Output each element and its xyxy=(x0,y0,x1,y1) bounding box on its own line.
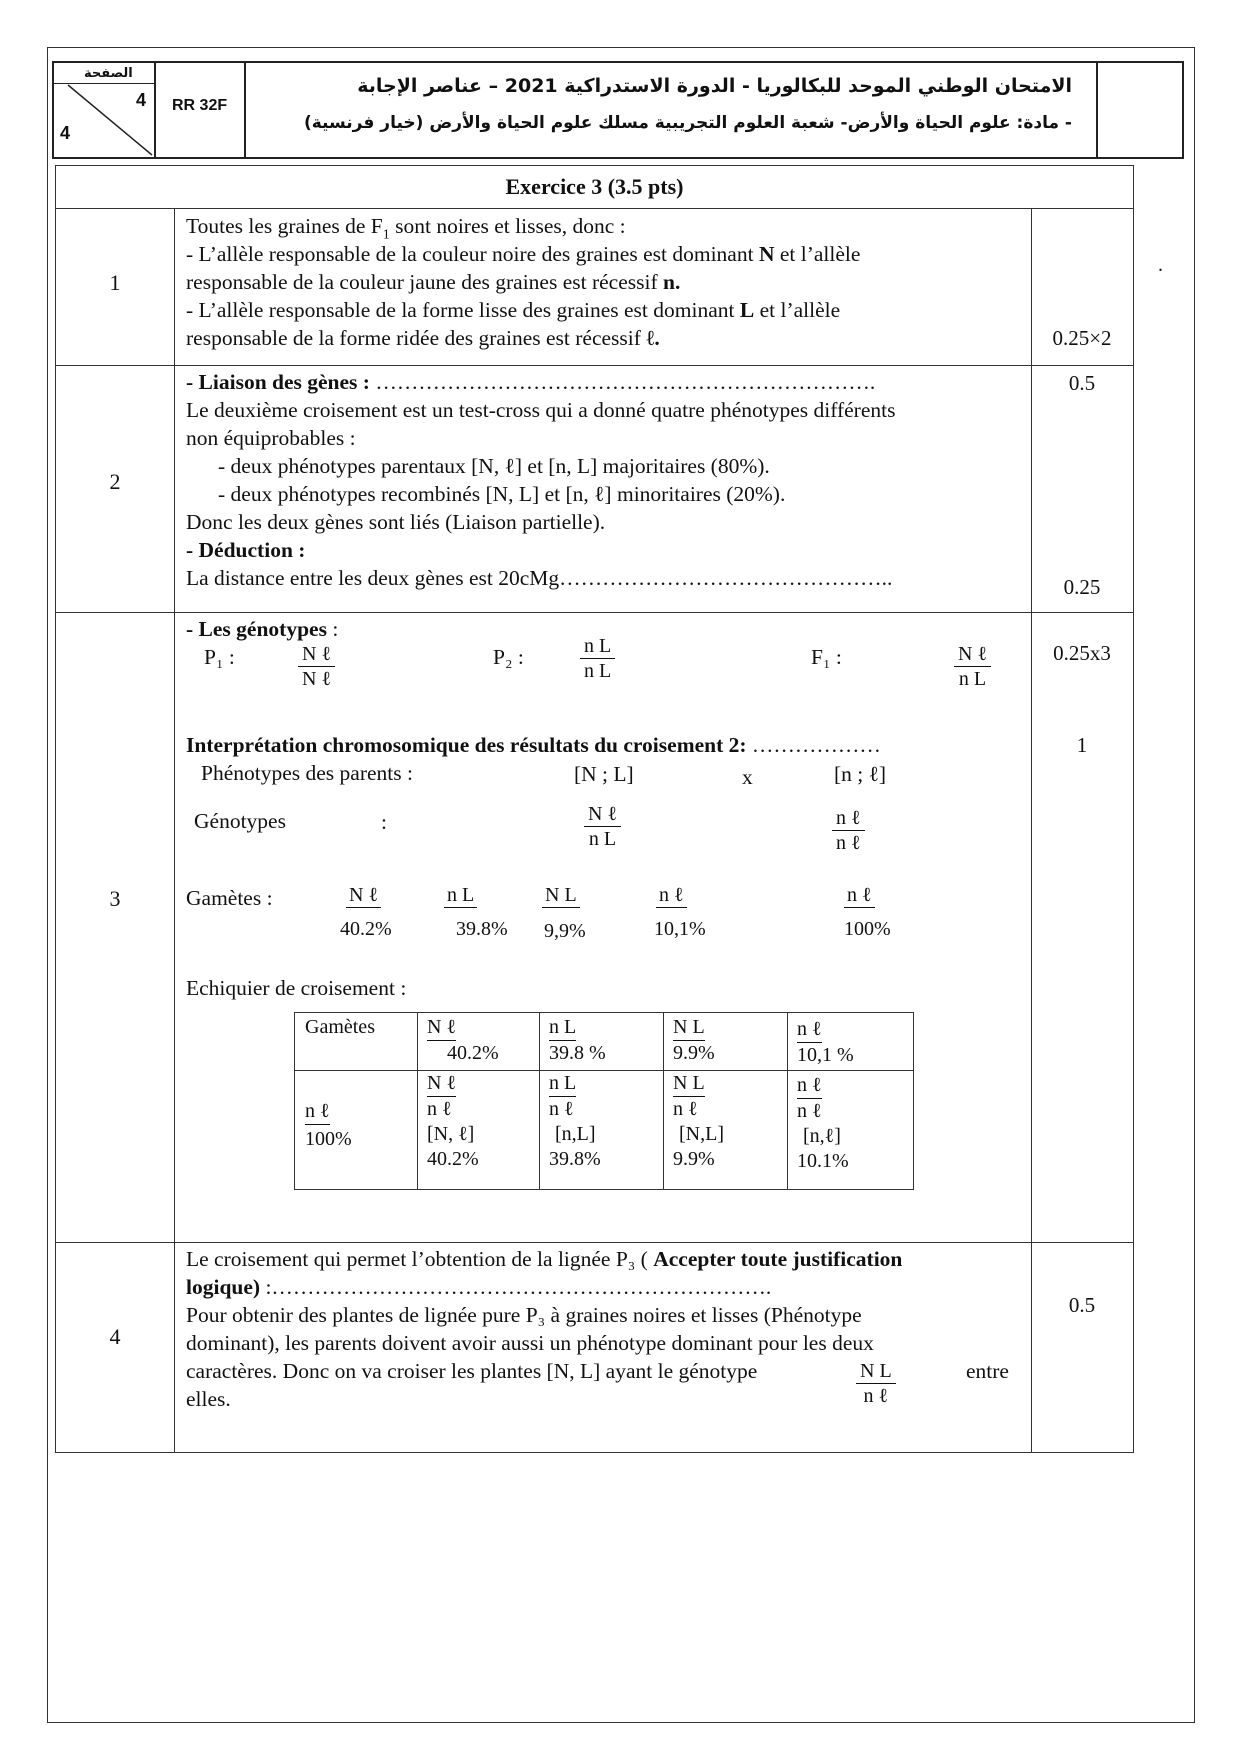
exam-subject: - مادة: علوم الحياة والأرض- شعبة العلوم التجريبية مسلك علوم الحياة والأرض (خيار فرنسية) xyxy=(303,113,1072,133)
question-1-number: 1 xyxy=(109,270,121,295)
grid-col-2-freq: 39.8 % xyxy=(549,1042,606,1064)
q2-line-7: - Déduction : xyxy=(186,538,306,562)
f1-genotype: N ℓ n L xyxy=(954,642,991,691)
genotypes-label: Génotypes xyxy=(194,809,286,833)
grid-col-2-gamete: n L xyxy=(549,1015,576,1041)
q2-line-2: Le deuxième croisement est un test-cross qui a donné quatre phénotypes différents xyxy=(186,398,896,422)
parents-phenotypes-label: Phénotypes des parents : xyxy=(201,761,413,785)
question-4-number: 4 xyxy=(109,1324,121,1349)
q2-line-4: - deux phénotypes parentaux [N, ℓ] et [n, L] majoritaires (80%). xyxy=(218,454,770,478)
grid-col-1-freq: 40.2% xyxy=(447,1042,499,1064)
parent-2-genotype: n ℓ n ℓ xyxy=(832,806,865,855)
grid-col-4-freq: 10,1 % xyxy=(797,1044,854,1066)
page-number-box xyxy=(54,63,156,157)
q3-points-2: 1 xyxy=(1076,733,1088,757)
q4-line-6: elles. xyxy=(186,1387,231,1411)
q3-points-1: 0.25x3 xyxy=(1053,641,1111,665)
parent-1-phenotype: [N ; L] xyxy=(574,762,634,786)
q2-line-8: La distance entre les deux gènes est 20cMg……………………………………….. xyxy=(186,566,893,590)
q4-line-4: dominant), les parents doivent avoir aussi un phénotype dominant pour les deux xyxy=(186,1331,874,1355)
q4-line-1: Le croisement qui permet l’obtention de la lignée P₃ ( Accepter toute justification xyxy=(186,1247,903,1271)
p2-genotype: $\frac{\text{n L}}{\text{n L}}$ xyxy=(580,634,615,683)
gamete-5-freq: 100% xyxy=(844,918,891,940)
q1-line-5: responsable de la forme ridée des graines est récessif ℓ. xyxy=(186,326,660,350)
q2-points-2: 0.25 xyxy=(1063,575,1101,599)
q1-line-4: - L’allèle responsable de la forme lisse des graines est dominant L et l’allèle xyxy=(186,298,841,322)
grid-corner-label: Gamètes xyxy=(305,1016,375,1038)
grid-cell-1: N ℓ n ℓ [N, ℓ] 40.2% xyxy=(427,1072,479,1170)
q2-points-1: 0.5 xyxy=(1068,371,1096,395)
gamete-2: n L xyxy=(444,884,477,908)
q2-line-1: - Liaison des gènes : ……………………………………………………………. xyxy=(186,370,876,394)
q4-line-2: logique) :……………………………………………………………. xyxy=(186,1275,772,1299)
grid-cell-3: N L n ℓ [N,L] 9.9% xyxy=(673,1072,724,1170)
grid-row-gamete: n ℓ xyxy=(305,1099,330,1125)
q2-line-3: non équiprobables : xyxy=(186,426,356,450)
code-box xyxy=(154,63,246,157)
gamete-1: N ℓ xyxy=(346,884,381,908)
document-header xyxy=(52,61,1184,159)
p1-label: P₁ : xyxy=(204,645,235,669)
title-box xyxy=(244,63,1098,157)
cross-symbol: x xyxy=(742,765,753,789)
page-label: الصفحة xyxy=(84,66,133,81)
p2-label: P₂ : xyxy=(493,645,524,669)
grid-col-3-gamete: N L xyxy=(673,1015,705,1041)
exam-title: الامتحان الوطني الموحد للبكالوريا - الدورة الاستدراكية 2021 – عناصر الإجابة xyxy=(357,75,1072,97)
gamete-3: N L xyxy=(542,884,580,908)
q4-line-5-end: entre xyxy=(966,1359,1009,1383)
grid-row-freq: 100% xyxy=(305,1128,352,1150)
echiquier-label: Echiquier de croisement : xyxy=(186,976,407,1000)
gamete-4-freq: 10,1% xyxy=(654,918,706,940)
q1-line-2: - L’allèle responsable de la couleur noire des graines est dominant N et l’allèle xyxy=(186,242,861,266)
q2-line-5: - deux phénotypes recombinés [N, L] et [n, ℓ] minoritaires (20%). xyxy=(218,482,786,506)
gamete-3-freq: 9,9% xyxy=(544,920,586,942)
p1-genotype: N ℓ N ℓ xyxy=(298,642,335,691)
question-2-number: 2 xyxy=(109,469,121,494)
parent-1-genotype: N ℓ n L xyxy=(584,802,621,851)
genotypes-colon: : xyxy=(381,810,387,834)
answer-table xyxy=(55,165,1134,1453)
exercise-title: Exercice 3 (3.5 pts) xyxy=(505,174,684,199)
q4-line-3: Pour obtenir des plantes de lignée pure P₃ à graines noires et lisses (Phénotype xyxy=(186,1303,862,1327)
gamete-1-freq: 40.2% xyxy=(340,918,392,940)
grid-cell-4: n ℓ n ℓ [n,ℓ] 10.1% xyxy=(797,1074,849,1172)
grid-col-3-freq: 9.9% xyxy=(673,1042,715,1064)
exam-code: RR 32F xyxy=(172,97,228,114)
q4-genotype: N L n ℓ xyxy=(856,1359,896,1408)
gamete-2-freq: 39.8% xyxy=(456,918,508,940)
gamete-4: n ℓ xyxy=(656,884,687,908)
page-total: 4 xyxy=(60,123,71,143)
q1-points: 0.25×2 xyxy=(1052,326,1112,350)
q2-line-6: Donc les deux gènes sont liés (Liaison partielle). xyxy=(186,510,606,534)
q1-line-3: responsable de la couleur jaune des graines est récessif n. xyxy=(186,270,681,294)
q1-line-1: Toutes les graines de $F_1$ sont noires et lisses, donc : xyxy=(186,214,626,243)
q4-line-5: caractères. Donc on va croiser les plantes [N, L] ayant le génotype xyxy=(186,1359,758,1383)
crossing-grid xyxy=(294,1012,914,1190)
grid-col-4-gamete: n ℓ xyxy=(797,1017,822,1043)
page-current: 4 xyxy=(135,90,146,110)
q3-genotypes-title: - Les génotypes : xyxy=(186,617,339,641)
grid-col-1-gamete: N ℓ xyxy=(427,1015,456,1041)
question-3-number: 3 xyxy=(109,886,121,911)
q4-points: 0.5 xyxy=(1068,1293,1096,1317)
q3-interpretation-title: Interprétation chromosomique des résultats du croisement 2: ……………… xyxy=(186,733,881,757)
margin-mark: . xyxy=(1158,254,1163,276)
f1-label: F₁ : xyxy=(811,645,842,669)
gametes-label: Gamètes : xyxy=(186,886,273,910)
gamete-5: n ℓ xyxy=(844,884,875,908)
grid-cell-2: n L n ℓ [n,L] 39.8% xyxy=(549,1072,601,1170)
parent-2-phenotype: [n ; ℓ] xyxy=(834,762,887,786)
